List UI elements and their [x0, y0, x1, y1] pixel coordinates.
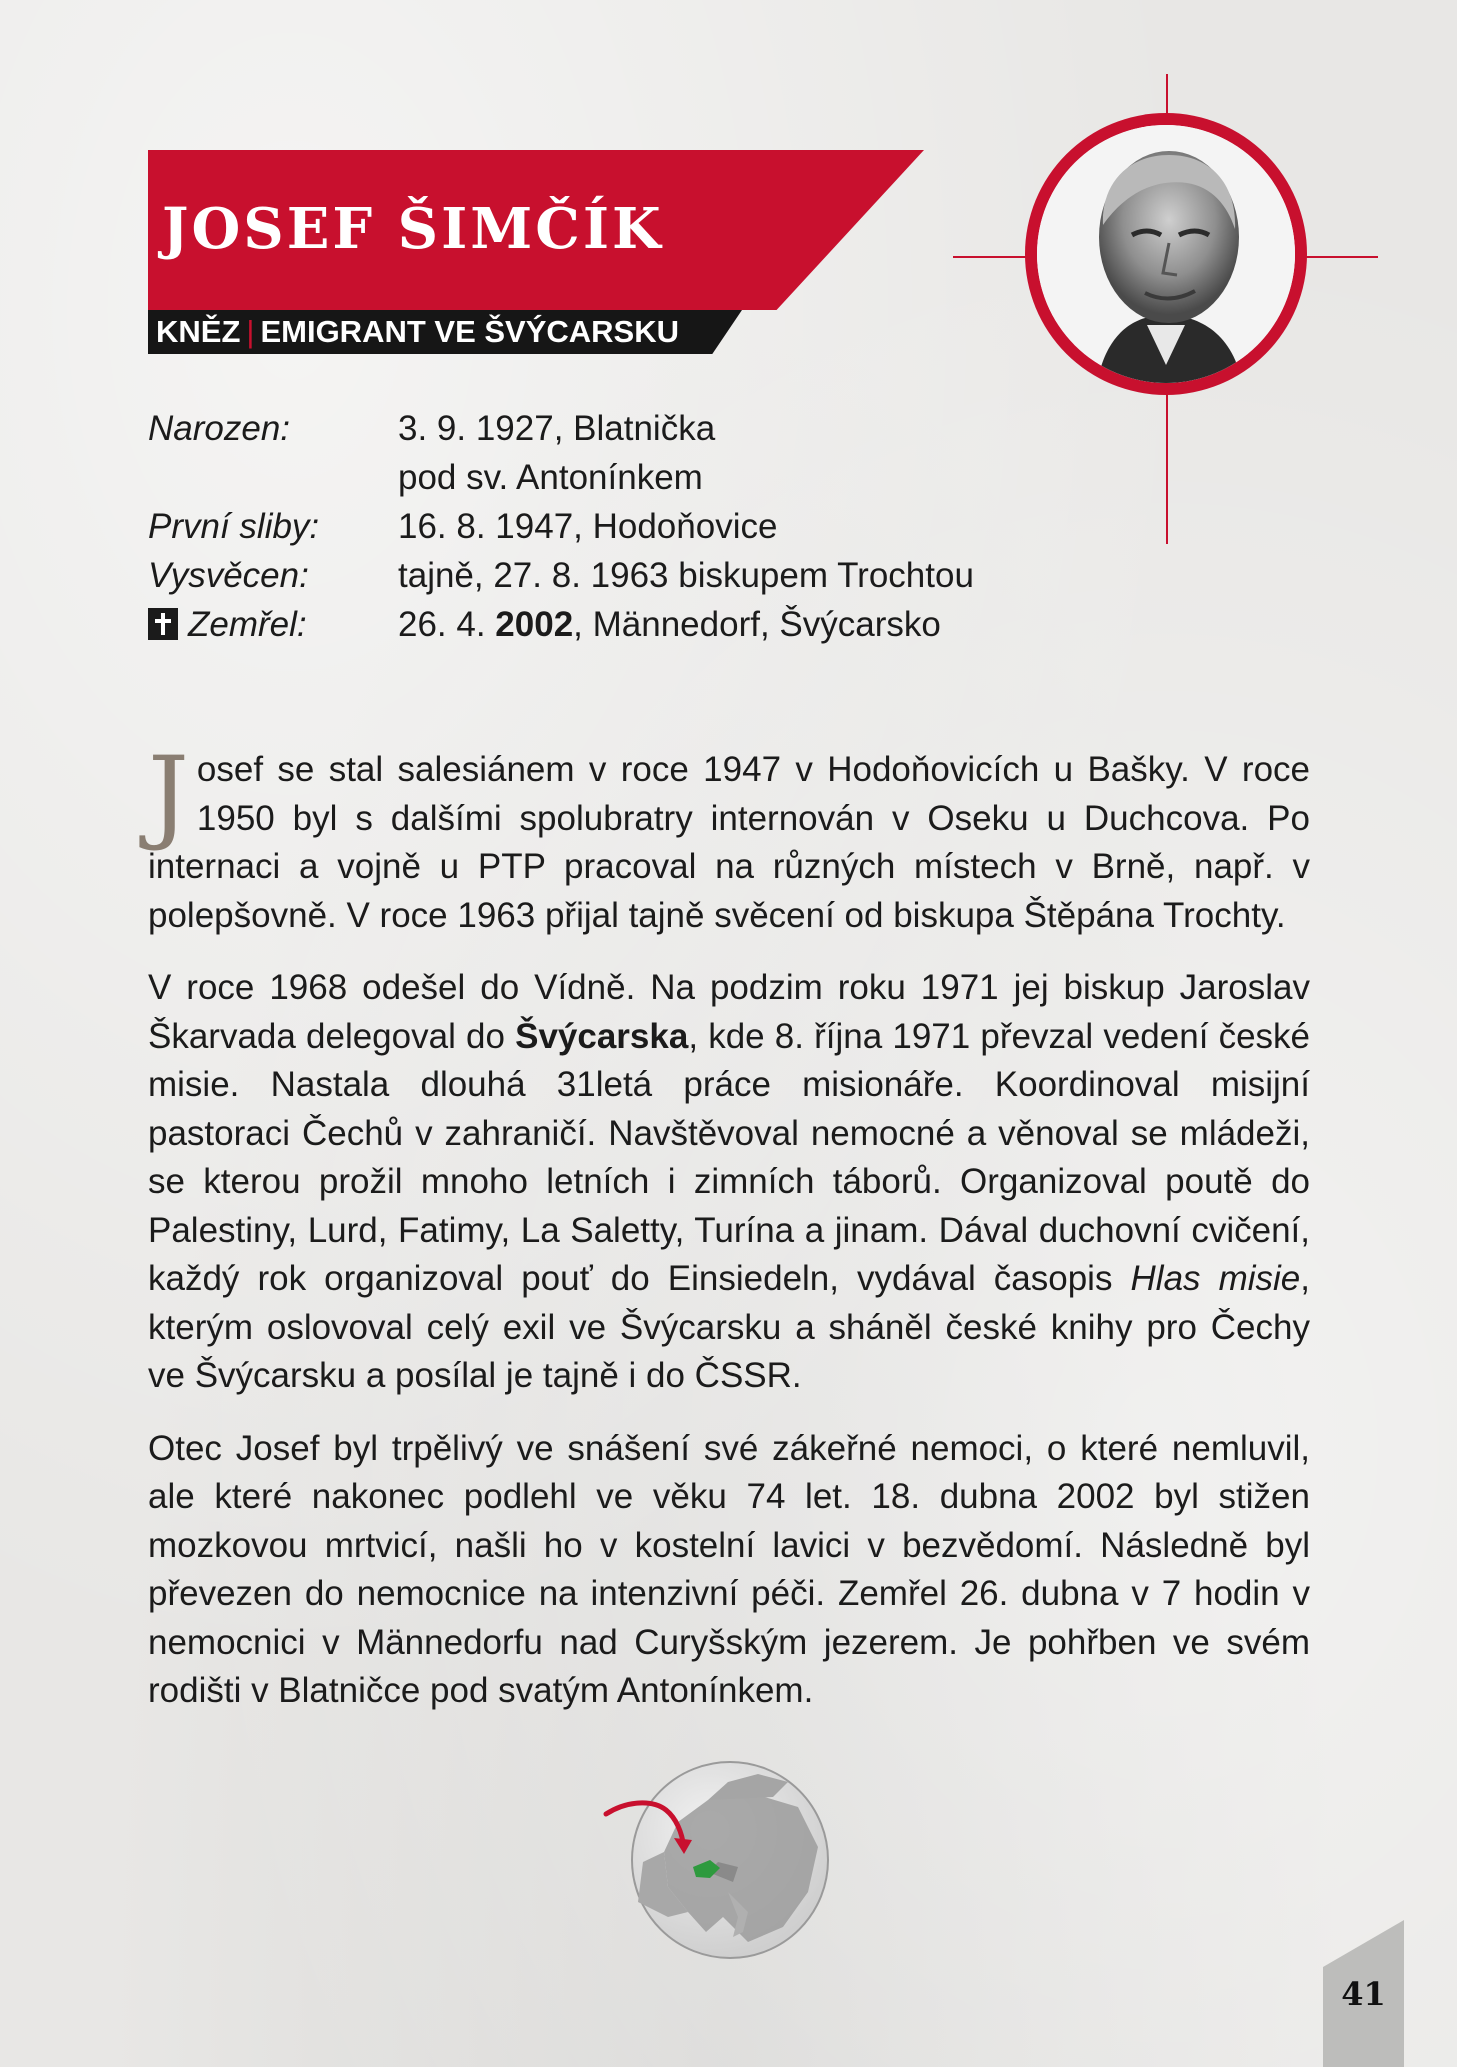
fact-value-line: pod sv. Antonínkem: [398, 458, 703, 497]
portrait-photo: [1037, 125, 1295, 383]
italic-text: Hlas misie: [1130, 1259, 1301, 1298]
drop-cap: J: [148, 735, 189, 854]
paragraph-1: [148, 735, 1310, 940]
fact-label: Zemřel:: [188, 605, 307, 644]
paragraph-2: [148, 964, 1310, 1401]
portrait-frame: [1025, 113, 1307, 395]
fact-value: [398, 404, 1068, 502]
fact-value: tajně, 27. 8. 1963 biskupem Trochtou: [398, 556, 974, 595]
fact-value: [398, 600, 1068, 649]
fact-died: [148, 600, 1068, 649]
subtitle-separator: |: [246, 314, 255, 349]
role-label: KNĚZ: [156, 314, 241, 349]
bold-text: Švýcarska: [515, 1016, 689, 1056]
fact-value-part: 26. 4.: [398, 605, 496, 644]
page-title: JOSEF ŠIMČÍK: [162, 196, 664, 262]
fact-vows: [148, 502, 1068, 551]
subtitle: [156, 314, 679, 350]
paragraph-text: V roce 1968 odešel do Vídně. Na podzim roku 1971 jej biskup Jaroslav Škarvada delegoval do: [148, 968, 1310, 1056]
cross-icon: [148, 608, 178, 640]
facts-table: [148, 404, 1068, 649]
paragraph-3: [148, 1425, 1310, 1716]
paragraph-text: , kde 8. října 1971 převzal vedení české misie. Nastala dlouhá 31letá práce misionáře. Koordinoval misijní pastoraci Čechů v zahraničí. Navštěvoval nemocné a věnoval se mládeži, se kterou prožil mnoho letních i zimních táborů. Organizoval poutě do Palestiny, Lurd, Fatimy, La Saletty, Turína a jinam. Dával duchovní cvičení, každý rok organizoval pouť do Einsiedeln, vydával časopis: [148, 1016, 1310, 1298]
fact-born: [148, 404, 1068, 502]
fact-label: První sliby:: [148, 507, 320, 546]
paragraph-text: , kterým oslovoval celý exil ve Švýcarsku a sháněl české knihy pro Čechy ve Švýcarsku a posílal je tajně i do ČSSR.: [148, 1259, 1310, 1395]
description-label: EMIGRANT VE ŠVÝCARSKU: [260, 314, 679, 349]
europe-globe-map: [598, 1752, 838, 1962]
fact-value-bold: 2002: [495, 605, 574, 644]
paragraph-text: Otec Josef byl trpělivý ve snášení své zákeřné nemoci, o které nemluvil, ale které nakonec podlehl ve věku 74 let. 18. dubna 2002 byl stižen mozkovou mrtvicí, našli ho v kostelní lavici v bezvědomí. Následně byl převezen do nemocnice na intenzivní péči. Zemřel 26. dubna v 7 hodin v nemocnici v Männedorfu nad Curyšským jezerem. Je pohřben ve svém rodišti v Blatničce pod svatým Antonínkem.: [148, 1428, 1310, 1710]
fact-label-wrap: [148, 600, 398, 649]
portrait-illustration: [1037, 125, 1295, 383]
article-body: [148, 735, 1310, 1740]
fact-ordained: [148, 551, 1068, 600]
paragraph-text: osef se stal salesiánem v roce 1947 v Hodoňovicích u Bašky. V roce 1950 byl s dalšími spolubratry internován v Oseku u Duchcova. Po internaci a vojně u PTP pracoval na různých místech v Brně, např. v polepšovně. V roce 1963 přijal tajně svěcení od biskupa Štěpána Trochty.: [148, 750, 1310, 935]
fact-value: 16. 8. 1947, Hodoňovice: [398, 507, 778, 546]
fact-label: Vysvěcen:: [148, 556, 309, 595]
page-number: 41: [1341, 1975, 1386, 2013]
fact-value-line: 3. 9. 1927, Blatnička: [398, 409, 716, 448]
fact-label: Narozen:: [148, 409, 291, 448]
fact-value-part: , Männedorf, Švýcarsko: [573, 605, 941, 644]
